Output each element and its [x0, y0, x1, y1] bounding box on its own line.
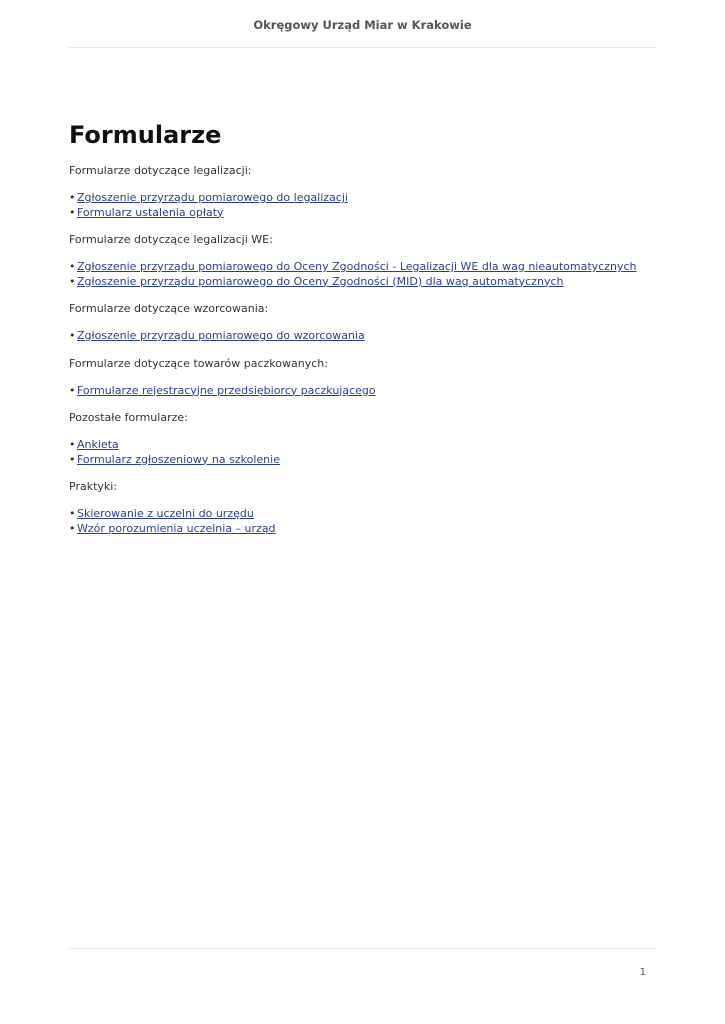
bullet-icon: • — [69, 329, 76, 342]
form-link-ankieta[interactable]: Ankieta — [77, 438, 119, 451]
form-link-legalizacja-zgloszenie[interactable]: Zgłoszenie przyrządu pomiarowego do legalizacji — [77, 191, 348, 204]
bullet-icon: • — [69, 260, 76, 273]
list-item — [69, 453, 656, 468]
header-divider — [69, 47, 656, 48]
link-list-praktyki — [69, 507, 656, 536]
form-link-wzorcowanie[interactable]: Zgłoszenie przyrządu pomiarowego do wzorcowania — [77, 329, 365, 342]
page-title: Formularze — [69, 121, 222, 149]
page-header-title: Okręgowy Urząd Miar w Krakowie — [253, 18, 472, 32]
list-item — [69, 275, 656, 290]
section-heading-wzorcowanie: Formularze dotyczące wzorcowania: — [69, 302, 269, 315]
bullet-icon: • — [69, 191, 76, 204]
section-heading-praktyki: Praktyki: — [69, 480, 118, 493]
list-item — [69, 329, 656, 344]
list-item — [69, 384, 656, 399]
list-item — [69, 438, 656, 453]
section-heading-legalizacja-we: Formularze dotyczące legalizacji WE: — [69, 233, 273, 246]
form-link-ocena-zgodnosci-nieautomatyczne[interactable]: Zgłoszenie przyrządu pomiarowego do Oceny Zgodności - Legalizacji WE dla wag nieautomatycznych — [77, 260, 637, 273]
section-heading-towary-paczkowane: Formularze dotyczące towarów paczkowanych: — [69, 356, 328, 370]
bullet-icon: • — [69, 452, 76, 466]
list-item — [69, 507, 656, 522]
list-item — [69, 206, 656, 221]
bullet-icon: • — [69, 383, 76, 397]
page-number: 1 — [639, 967, 646, 978]
link-list-wzorcowanie — [69, 329, 656, 344]
form-link-ustalenie-oplaty[interactable]: Formularz ustalenia opłaty — [77, 205, 224, 219]
section-heading-pozostale: Pozostałe formularze: — [69, 411, 188, 424]
form-link-ocena-zgodnosci-automatyczne[interactable]: Zgłoszenie przyrządu pomiarowego do Oceny Zgodności (MID) dla wag automatycznych — [77, 274, 564, 288]
list-item — [69, 522, 656, 537]
form-link-porozumienie[interactable]: Wzór porozumienia uczelnia – urząd — [77, 521, 276, 535]
link-list-legalizacja-we — [69, 260, 656, 289]
footer-divider — [69, 948, 656, 949]
list-item — [69, 191, 656, 206]
list-item — [69, 260, 656, 275]
link-list-towary-paczkowane — [69, 384, 656, 399]
bullet-icon: • — [69, 507, 76, 520]
main-content — [69, 118, 656, 549]
link-list-pozostale — [69, 438, 656, 467]
bullet-icon: • — [69, 438, 76, 451]
form-link-szkolenie[interactable]: Formularz zgłoszeniowy na szkolenie — [77, 452, 280, 466]
section-heading-legalizacja: Formularze dotyczące legalizacji: — [69, 164, 252, 177]
link-list-legalizacja — [69, 191, 656, 220]
form-link-skierowanie[interactable]: Skierowanie z uczelni do urzędu — [77, 507, 254, 520]
bullet-icon: • — [69, 521, 76, 535]
bullet-icon: • — [69, 274, 76, 288]
bullet-icon: • — [69, 205, 76, 219]
form-link-rejestracja-paczkujacego[interactable]: Formularze rejestracyjne przedsiębiorcy paczkującego — [77, 383, 376, 397]
